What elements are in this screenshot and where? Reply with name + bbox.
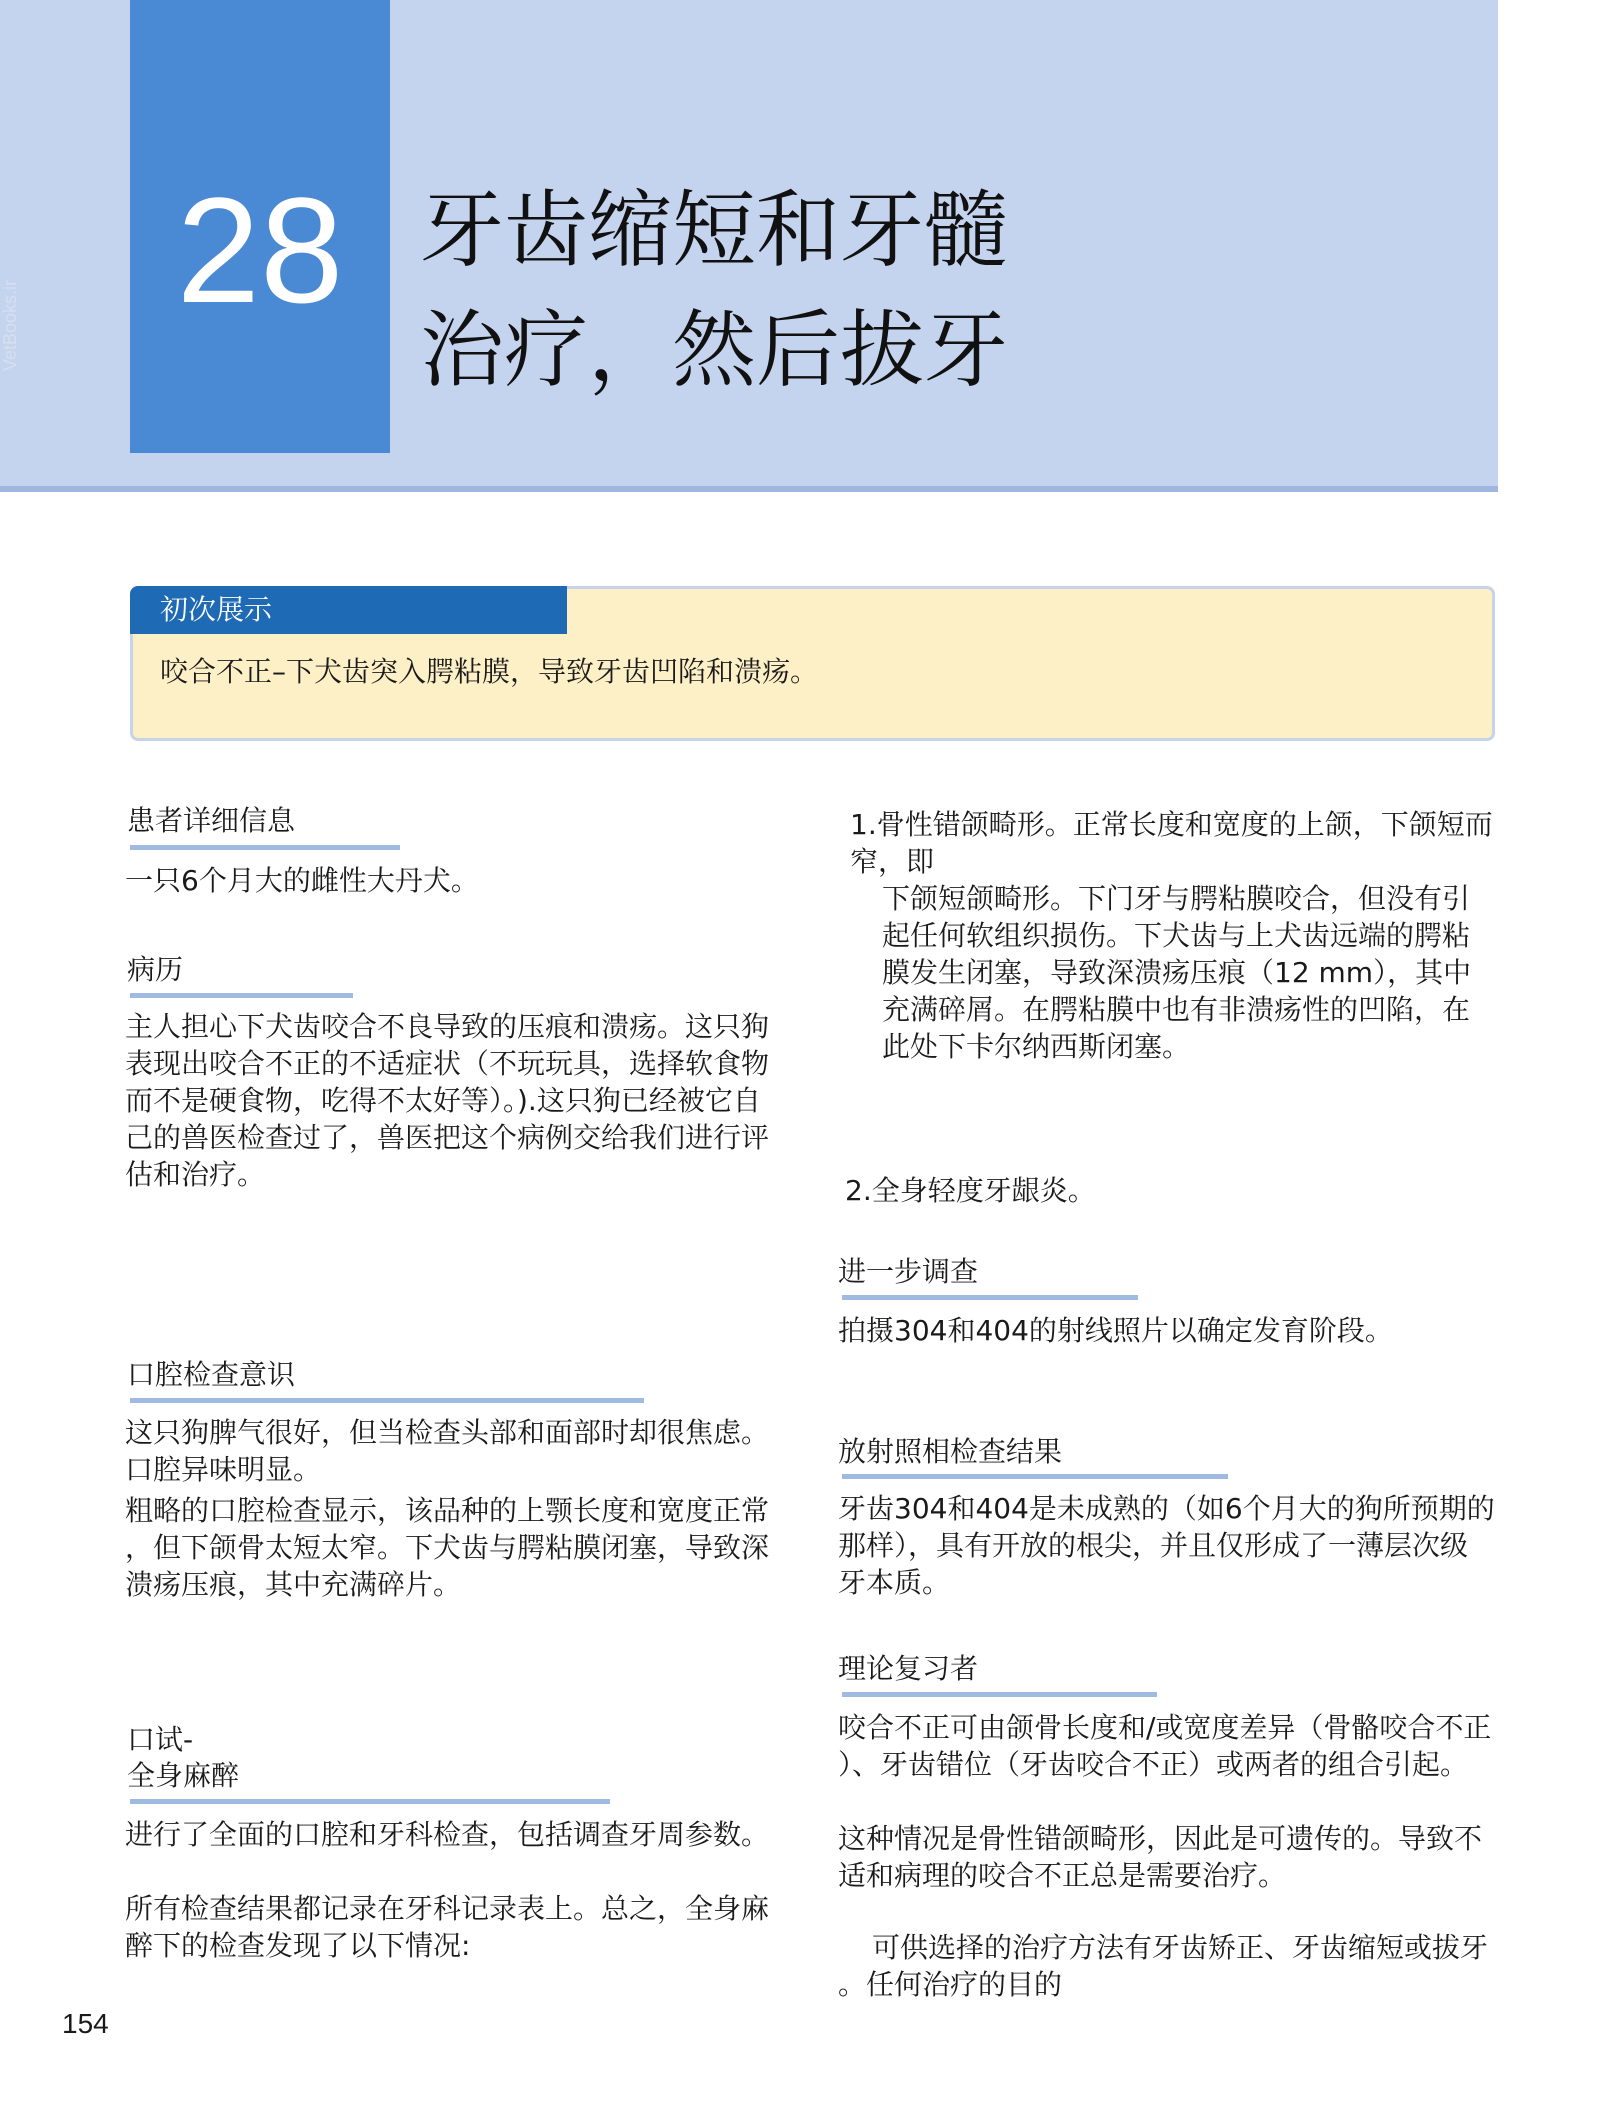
finding-1-detail-line: 下颌短颌畸形。下门牙与腭粘膜咬合，但没有引	[882, 882, 1471, 915]
ga-exam-heading	[127, 1722, 239, 1794]
history-line: 而不是硬食物，吃得不太好等）。).这只狗已经被它自	[125, 1084, 761, 1117]
oral-exam-line: 粗略的口腔检查显示，该品种的上颚长度和宽度正常	[125, 1494, 770, 1527]
oral-exam-line: 这只狗脾气很好，但当检查头部和面部时却很焦虑。	[125, 1416, 770, 1449]
theory-line: ）、牙齿错位（牙齿咬合不正）或两者的组合引起。	[838, 1748, 1469, 1781]
oral-exam-line: ，但下颌骨太短太窄。下犬齿与腭粘膜闭塞，导致深	[125, 1531, 770, 1564]
radiograph-underline	[842, 1474, 1228, 1479]
intro-text: 咬合不正–下犬齿突入腭粘膜，导致牙齿凹陷和溃疡。	[160, 655, 819, 688]
finding-1-detail-line: 起任何软组织损伤。下犬齿与上犬齿远端的腭粘	[882, 919, 1471, 952]
header-rule	[0, 486, 1498, 492]
theory-line: 适和病理的咬合不正总是需要治疗。	[838, 1859, 1287, 1892]
theory-line: 。任何治疗的目的	[838, 1968, 1063, 2001]
history-line: 表现出咬合不正的不适症状（不玩玩具，选择软食物	[125, 1047, 770, 1080]
radiograph-line: 那样），具有开放的根尖，并且仅形成了一薄层次级	[838, 1529, 1469, 1562]
ga-exam-line: 所有检查结果都记录在牙科记录表上。总之，全身麻	[125, 1892, 770, 1925]
intro-tab: 初次展示	[130, 586, 567, 634]
finding-2: 2.全身轻度牙龈炎。	[845, 1174, 1096, 1207]
radiograph-line: 牙本质。	[838, 1566, 951, 1599]
finding-1-line: 窄，即	[850, 845, 935, 878]
history-line: 主人担心下犬齿咬合不良导致的压痕和溃疡。这只狗	[125, 1010, 770, 1043]
finding-1-detail-line: 此处下卡尔纳西斯闭塞。	[882, 1030, 1191, 1063]
oral-exam-line: 溃疡压痕，其中充满碎片。	[125, 1568, 462, 1601]
patient-details-heading: 患者详细信息	[127, 804, 296, 837]
radiograph-line: 牙齿304和404是未成熟的（如6个月大的狗所预期的	[838, 1492, 1495, 1525]
patient-details-underline	[130, 845, 400, 850]
theory-underline	[842, 1692, 1157, 1697]
ga-exam-line: 醉下的检查发现了以下情况:	[125, 1929, 471, 1962]
theory-text-3	[838, 1929, 1508, 2003]
theory-text-2	[838, 1820, 1508, 1894]
theory-line: 可供选择的治疗方法有牙齿矫正、牙齿缩短或拔牙	[872, 1931, 1489, 1964]
theory-line: 这种情况是骨性错颌畸形，因此是可遗传的。导致不	[838, 1822, 1483, 1855]
radiograph-text	[838, 1490, 1508, 1601]
finding-1	[850, 806, 1510, 880]
finding-1-detail	[882, 880, 1502, 1065]
ga-exam-text: 进行了全面的口腔和牙科检查，包括调查牙周参数。	[125, 1818, 770, 1851]
investigation-text: 拍摄304和404的射线照片以确定发育阶段。	[838, 1314, 1393, 1347]
history-underline	[130, 993, 353, 998]
history-heading: 病历	[127, 953, 184, 986]
patient-details-text: 一只6个月大的雌性大丹犬。	[125, 864, 479, 897]
ga-exam-heading-line-2: 全身麻醉	[127, 1759, 240, 1792]
radiograph-heading: 放射照相检查结果	[838, 1435, 1063, 1468]
oral-exam-heading: 口腔检查意识	[127, 1358, 296, 1391]
ga-exam-underline	[130, 1799, 610, 1804]
theory-text	[838, 1709, 1508, 1783]
chapter-title-line-2: 治疗，然后拔牙	[420, 301, 1009, 399]
oral-exam-underline	[130, 1398, 644, 1403]
finding-1-line: 1.骨性错颌畸形。正常长度和宽度的上颌，下颌短而	[850, 808, 1493, 841]
chapter-number: 28	[176, 166, 344, 334]
investigation-underline	[842, 1295, 1138, 1300]
theory-line: 咬合不正可由颌骨长度和/或宽度差异（骨骼咬合不正	[838, 1711, 1492, 1744]
chapter-title-line-1: 牙齿缩短和牙髓	[420, 181, 1009, 279]
oral-exam-text-2	[125, 1492, 825, 1603]
oral-exam-line: 口腔异味明显。	[125, 1453, 322, 1486]
theory-heading: 理论复习者	[838, 1652, 979, 1685]
ga-exam-text-2	[125, 1890, 845, 1964]
ga-exam-heading-line-1: 口试-	[127, 1723, 194, 1756]
investigation-heading: 进一步调查	[838, 1255, 979, 1288]
finding-1-detail-line: 充满碎屑。在腭粘膜中也有非溃疡性的凹陷，在	[882, 993, 1471, 1026]
history-line: 估和治疗。	[125, 1158, 266, 1191]
watermark: VetBooks.ir	[0, 279, 20, 371]
finding-1-detail-line: 膜发生闭塞，导致深溃疡压痕（12 mm），其中	[882, 956, 1472, 989]
chapter-title	[420, 170, 1480, 410]
page-number: 154	[62, 2008, 109, 2039]
history-text	[125, 1008, 825, 1193]
history-line: 己的兽医检查过了，兽医把这个病例交给我们进行评	[125, 1121, 770, 1154]
oral-exam-text	[125, 1414, 825, 1488]
